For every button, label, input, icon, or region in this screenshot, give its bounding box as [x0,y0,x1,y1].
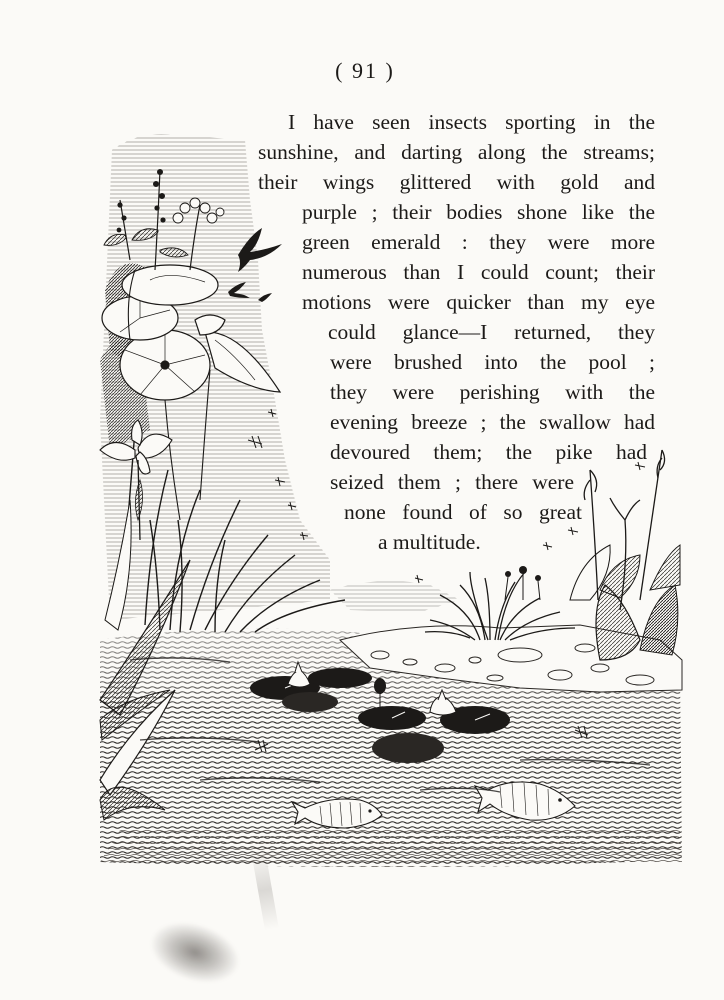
passage-line: green emerald : they were more [302,230,655,254]
passage-line: purple ; their bodies shone like the [302,200,655,224]
passage-line: a multitude. [378,530,481,554]
passage-line: were brushed into the pool ; [330,350,655,374]
passage-line: numerous than I could count; their [302,260,655,284]
passage-line: sunshine, and darting along the streams; [258,140,655,164]
passage-line: evening breeze ; the swallow had [330,410,655,434]
page-number: ( 91 ) [335,58,395,83]
passage-line: none found of so great [344,500,582,524]
passage-line: devoured them; the pike had [330,440,647,464]
passage-line: I have seen insects sporting in the [288,110,655,134]
passage-line: their wings glittered with gold and [258,170,655,194]
passage-line: they were perishing with the [330,380,655,404]
passage-line: motions were quicker than my eye [302,290,655,314]
passage-line: could glance—I returned, they [328,320,655,344]
passage-line: seized them ; there were [330,470,574,494]
